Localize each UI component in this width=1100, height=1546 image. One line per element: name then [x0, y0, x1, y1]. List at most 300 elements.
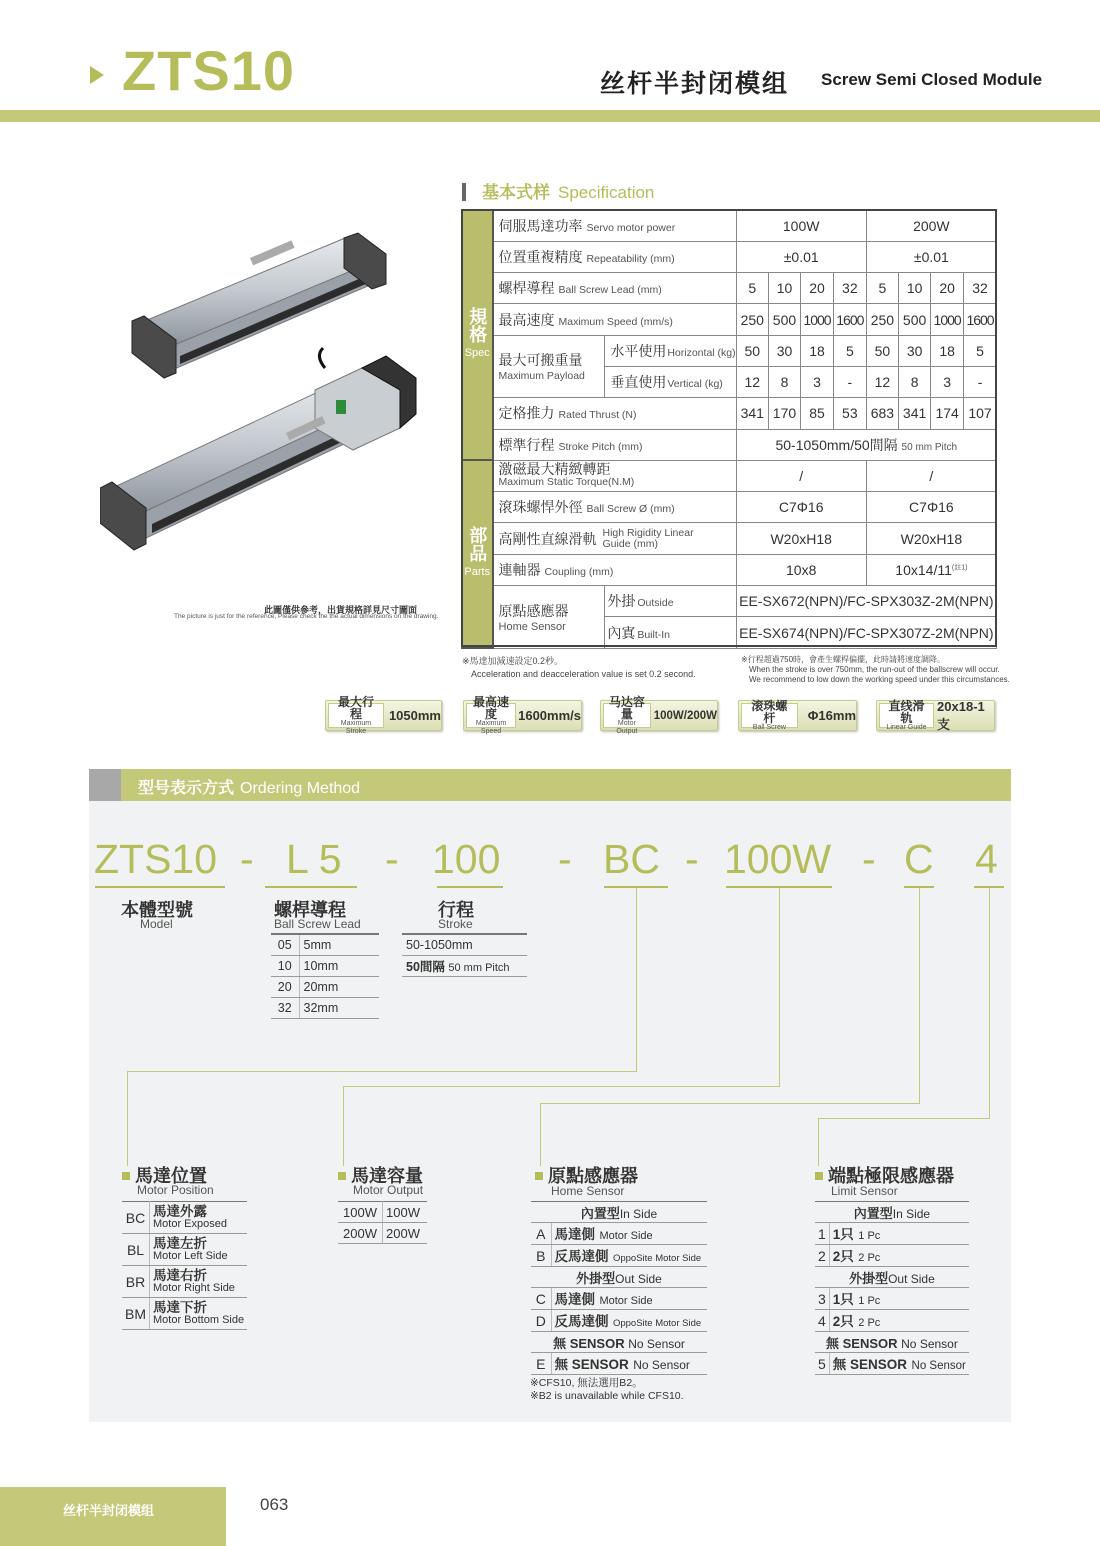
badge-en: Maximum Speed	[475, 719, 507, 735]
vertical-en: Vertical (kg)	[667, 378, 723, 391]
ordering-header-accent	[89, 769, 121, 801]
lead-row	[271, 934, 379, 955]
coupling-b: 10x14/11	[895, 561, 952, 578]
row-power	[462, 210, 997, 241]
limit-desc-cn: 1只	[832, 1292, 854, 1307]
home-sensor-inside	[531, 1202, 707, 1223]
limit-sensor-section	[815, 1202, 969, 1223]
motor-output-row	[338, 1202, 427, 1223]
stroke-table	[402, 933, 527, 977]
limit-sensor-code: 4	[815, 1310, 829, 1332]
power-a: 100W	[736, 210, 866, 241]
motor-position-desc-en: Motor Exposed	[153, 1217, 227, 1230]
label-sensor	[493, 586, 605, 649]
thrust-val: 170	[768, 398, 800, 429]
motor-position-desc-cn: 馬達下折	[153, 1299, 207, 1315]
payload-v-val: 8	[768, 366, 800, 397]
limit-sensor-section	[815, 1332, 969, 1353]
code-dash: -	[558, 836, 572, 882]
connector-line	[127, 1071, 637, 1072]
home-desc-en: OppoSite Motor Side	[612, 1253, 702, 1264]
payload-h-val: 50	[736, 335, 768, 366]
stroke-row	[402, 955, 527, 976]
limit-sensor-none	[815, 1332, 969, 1353]
badge-value: 1050mm	[388, 708, 441, 723]
payload-h-val: 18	[931, 335, 964, 366]
limit-sensor-outside	[815, 1267, 969, 1288]
connector-line	[343, 1086, 344, 1166]
limit-sensor-row	[815, 1288, 969, 1310]
home-sensor-en: Home Sensor	[551, 1184, 625, 1198]
badge-cn: 最高速度	[473, 694, 510, 721]
motor-position-desc-en: Motor Right Side	[153, 1281, 235, 1294]
label-vertical	[605, 366, 736, 397]
photo-caption-en: The picture is just for the reference, Please check the the actual dimensions on the drawing.	[174, 613, 439, 620]
spec-table	[461, 209, 997, 649]
thrust-val: 107	[964, 398, 997, 429]
badge-label	[328, 694, 384, 735]
payload-v-val: 12	[736, 366, 768, 397]
lead-value: 5mm	[299, 934, 379, 955]
limit-desc-en: 2 Pc	[858, 1252, 881, 1264]
screw-cn: 滾珠螺悍外徑	[498, 499, 583, 516]
motor-output-cn: 馬達容量	[351, 1166, 423, 1186]
torque-en: Maximum Static Torque(N.M)	[498, 476, 635, 489]
badge-ball-screw	[738, 700, 857, 731]
label-thrust	[493, 398, 737, 429]
thrust-en: Rated Thrust (N)	[558, 409, 637, 422]
page-title-en: Screw Semi Closed Module	[821, 70, 1043, 89]
code-dash: -	[385, 836, 399, 882]
connector-line	[540, 1103, 541, 1166]
motor-output-value: 200W	[383, 1223, 428, 1244]
connector-line	[343, 1086, 780, 1087]
limit-sensor-row	[815, 1310, 969, 1332]
sensor-in-val: EE-SX674(NPN)/FC-SPX307Z-2M(NPN)	[736, 617, 996, 648]
lead-val: 32	[833, 273, 866, 304]
lead-val: 5	[736, 273, 768, 304]
side-spec	[462, 210, 493, 460]
motor-output-en: Motor Output	[353, 1183, 424, 1197]
builtin-cn: 內寘	[607, 624, 636, 641]
limit-sensor-code: 1	[815, 1223, 829, 1245]
stroke-range: 50-1050mm	[402, 934, 527, 955]
thrust-val: 341	[898, 398, 930, 429]
power-cn: 伺服馬達功率	[498, 217, 583, 234]
limit-inside-cn: 內置型	[853, 1205, 893, 1221]
badge-en: Ball Screw	[752, 723, 786, 731]
connector-line	[989, 888, 990, 1118]
speed-val: 250	[866, 304, 898, 335]
motor-output-row	[338, 1223, 427, 1244]
row-screw	[462, 492, 997, 523]
badge-cn: 直线滑轨	[888, 698, 925, 725]
badge-cn: 最大行程	[337, 694, 374, 721]
home-desc-en: No Sensor	[633, 1358, 690, 1372]
lead-val: 10	[898, 273, 930, 304]
connector-line	[779, 888, 780, 1086]
home-sensor-none	[531, 1332, 707, 1353]
limit-sensor-code: 2	[815, 1245, 829, 1267]
speed-val: 1600	[964, 304, 997, 335]
lead-val: 20	[801, 273, 834, 304]
thrust-val: 683	[866, 398, 898, 429]
label-lead	[493, 273, 737, 304]
repeat-cn: 位置重複精度	[498, 248, 583, 265]
limit-sensor-table	[815, 1201, 969, 1375]
speed-en: Maximum Speed (mm/s)	[558, 315, 673, 328]
home-sensor-cn: 原點感應器	[548, 1166, 638, 1186]
guide-cn: 高剛性直線滑軌	[498, 530, 597, 547]
row-sensor-out	[462, 586, 997, 617]
thrust-val: 341	[736, 398, 768, 429]
module-short-icon	[132, 233, 386, 378]
badge-cn: 马达容量	[608, 694, 645, 721]
motor-position-row	[122, 1234, 247, 1266]
note-stroke	[741, 655, 1010, 685]
power-en: Servo motor power	[586, 221, 676, 234]
lead-cn: 螺桿導程	[498, 280, 555, 297]
limit-sensor-code: 3	[815, 1288, 829, 1310]
home-sensor-row	[531, 1288, 707, 1310]
payload-h-val: 30	[768, 335, 800, 366]
badge-label	[603, 694, 651, 735]
lead-value: 10mm	[299, 955, 379, 976]
footer-title: 丝杆半封闭模组	[63, 1503, 155, 1518]
stroke-cn: 標準行程	[498, 436, 555, 453]
note-stroke-en2: We recommend to low down the working speed under this circumstances.	[749, 675, 1010, 684]
home-desc-en: Motor Side	[599, 1295, 653, 1307]
side-spec-cn: 規格	[467, 307, 488, 344]
guide-en2: Guide (mm)	[602, 537, 658, 550]
limit-sensor-row	[815, 1223, 969, 1245]
home-sensor-section	[531, 1202, 707, 1223]
coupling-note: (註1)	[951, 564, 968, 572]
payload-v-val: 8	[898, 366, 930, 397]
badge-en: Maximum Stroke	[340, 719, 372, 735]
screw-en: Ball Screw Ø (mm)	[586, 503, 675, 516]
torque-cn: 激磁最大精緻轉距	[498, 461, 611, 478]
payload-h-val: 5	[964, 335, 997, 366]
stroke-pitch-en: 50 mm Pitch	[448, 961, 510, 974]
speed-val: 1600	[833, 304, 866, 335]
code-dash: -	[240, 836, 254, 882]
connector-line	[919, 888, 920, 1103]
guide-a: W20xH18	[736, 523, 866, 554]
limit-sensor-section	[815, 1267, 969, 1288]
side-parts-en: Parts	[464, 566, 491, 579]
label-repeat	[493, 241, 737, 272]
motor-output-code: 100W	[338, 1202, 383, 1223]
motor-position-desc	[150, 1234, 248, 1266]
ordering-title	[138, 775, 360, 798]
speed-val: 500	[898, 304, 930, 335]
label-stroke	[493, 429, 737, 460]
row-speed	[462, 304, 997, 335]
code-model: ZTS10	[94, 836, 218, 882]
connector-line	[127, 1071, 128, 1166]
stroke-en: Stroke Pitch (mm)	[558, 440, 643, 453]
side-parts-cn: 部品	[467, 526, 488, 563]
torque-b: /	[866, 460, 996, 491]
sensor-en: Home Sensor	[498, 620, 566, 633]
label-screw	[493, 492, 737, 523]
motor-output-value: 100W	[383, 1202, 428, 1223]
coupling-cn: 連軸器	[498, 561, 541, 578]
label-outside	[605, 586, 736, 617]
horizontal-en: Horizontal (kg)	[667, 346, 736, 359]
vertical-cn: 垂直使用	[610, 374, 667, 391]
photo-caption-cn: 此圖僅供參考，出貨規格詳見尺寸圖面	[264, 605, 418, 615]
badge-max-speed	[463, 694, 582, 735]
torque-a: /	[736, 460, 866, 491]
payload-h-val: 18	[801, 335, 834, 366]
page-title-cn: 丝杆半封闭模组	[600, 70, 790, 98]
limit-sensor-desc	[829, 1288, 969, 1310]
speed-val: 250	[736, 304, 768, 335]
label-power	[493, 210, 737, 241]
motor-position-desc-en: Motor Bottom Side	[153, 1313, 245, 1326]
row-payload-h	[462, 335, 997, 366]
lead-val: 32	[964, 273, 997, 304]
motor-position-code: BL	[122, 1234, 150, 1266]
home-sensor-code: D	[531, 1310, 551, 1332]
badge-label	[879, 698, 934, 731]
thrust-cn: 定格推力	[498, 405, 555, 422]
code-motor-position: BC	[603, 836, 660, 882]
badge-label	[466, 694, 516, 735]
home-inside-en: In Side	[619, 1206, 658, 1221]
motor-output-code: 200W	[338, 1223, 383, 1244]
code-dash: -	[685, 836, 699, 882]
home-desc-cn: 反馬達側	[554, 1249, 609, 1264]
lead-val: 5	[866, 273, 898, 304]
label-horizontal	[605, 335, 736, 366]
home-note-en: ※B2 is unavailable while CFS10.	[530, 1390, 684, 1402]
badge-en: Motor Output	[616, 719, 638, 735]
sensor-cn: 原點感應器	[498, 602, 569, 619]
code-lead: L5	[286, 836, 352, 882]
limit-desc-en: 1 Pc	[858, 1230, 881, 1242]
lead-row	[271, 955, 379, 976]
limit-sensor-desc	[829, 1310, 969, 1332]
speed-val: 1000	[801, 304, 834, 335]
motor-position-en: Motor Position	[137, 1183, 214, 1197]
repeat-en: Repeatability (mm)	[586, 252, 675, 265]
stroke-val-en: 50 mm Pitch	[901, 441, 958, 453]
payload-v-val: -	[964, 366, 997, 397]
payload-h-val: 30	[898, 335, 930, 366]
repeat-b: ±0.01	[866, 241, 996, 272]
lead-code: 32	[271, 997, 299, 1018]
badge-cn: 滚珠螺杆	[751, 698, 788, 725]
label-payload	[493, 335, 605, 398]
ordering-title-en: Ordering Method	[240, 780, 361, 797]
underline-stroke	[437, 886, 503, 888]
limit-desc-en: No Sensor	[911, 1360, 966, 1372]
row-stroke	[462, 429, 997, 460]
home-sensor-code: C	[531, 1288, 551, 1310]
payload-v-val: 3	[931, 366, 964, 397]
badge-value: Φ16mm	[807, 708, 856, 723]
header-bar	[0, 110, 1100, 122]
thrust-val: 174	[931, 398, 964, 429]
home-sensor-section	[531, 1267, 707, 1288]
code-home-sensor: C	[904, 836, 934, 882]
repeat-a: ±0.01	[736, 241, 866, 272]
lead-val: 20	[931, 273, 964, 304]
limit-desc-en: 2 Pc	[858, 1317, 881, 1329]
builtin-en: Built-In	[637, 628, 671, 641]
row-lead	[462, 273, 997, 304]
outside-en: Outside	[637, 597, 674, 610]
note-accel	[462, 655, 696, 681]
lead-row	[271, 976, 379, 997]
lead-code: 05	[271, 934, 299, 955]
row-torque	[462, 460, 997, 491]
lead-row	[271, 997, 379, 1018]
home-sensor-code: E	[531, 1353, 551, 1375]
badge-label	[741, 698, 798, 731]
limit-desc-cn: 2只	[832, 1314, 854, 1329]
stroke-val: 50-1050mm/50間隔	[775, 436, 898, 453]
stroke-pitch	[402, 955, 527, 976]
home-desc-en: Motor Side	[599, 1230, 653, 1242]
limit-desc-cn: 2只	[832, 1249, 854, 1264]
lead-table	[271, 933, 379, 1019]
motor-position-code: BR	[122, 1266, 150, 1298]
speed-val: 500	[768, 304, 800, 335]
payload-v-val: -	[833, 366, 866, 397]
code-dash: -	[862, 836, 876, 882]
model-label-cn: 本體型號	[121, 900, 193, 920]
limit-sensor-en: Limit Sensor	[831, 1184, 898, 1198]
connector-line	[540, 1103, 920, 1104]
limit-none-cn: 無 SENSOR	[826, 1335, 898, 1351]
limit-outside-cn: 外掛型	[849, 1270, 889, 1286]
payload-h-val: 5	[833, 335, 866, 366]
limit-sensor-desc	[829, 1223, 969, 1245]
connector-line	[818, 1118, 990, 1119]
limit-desc-en: 1 Pc	[858, 1295, 881, 1307]
home-none-en: No Sensor	[628, 1336, 685, 1351]
home-sensor-row	[531, 1353, 707, 1375]
badge-value: 100W/200W	[653, 709, 717, 722]
speed-cn: 最高速度	[498, 311, 555, 328]
home-note-cn: ※CFS10, 無法選用B2。	[530, 1377, 643, 1389]
square-bullet-icon	[815, 1172, 823, 1180]
home-desc-cn: 反馬達側	[554, 1314, 609, 1329]
lead-code: 20	[271, 976, 299, 997]
note-accel-cn: ※馬達加減速設定0.2秒。	[462, 656, 564, 666]
motor-position-desc-cn: 馬達外露	[153, 1203, 207, 1219]
motor-position-row	[122, 1202, 247, 1234]
limit-inside-en: In Side	[892, 1206, 931, 1221]
home-sensor-desc	[551, 1353, 707, 1375]
badge-max-stroke	[325, 694, 442, 735]
code-limit-sensor: 4	[975, 836, 998, 882]
motor-position-desc	[150, 1202, 248, 1234]
code-motor-output: 100W	[724, 836, 832, 882]
lead-en: Ball Screw Lead (mm)	[558, 284, 662, 297]
home-sensor-row	[531, 1310, 707, 1332]
spec-title-cn: 基本式样	[482, 183, 550, 202]
coupling-a: 10x8	[736, 554, 866, 585]
home-sensor-code: A	[531, 1223, 551, 1245]
limit-sensor-row	[815, 1353, 969, 1375]
spec-title-en: Specification	[558, 183, 655, 202]
motor-position-row	[122, 1266, 247, 1298]
home-desc-cn: 馬達側	[554, 1292, 595, 1307]
home-sensor-row	[531, 1223, 707, 1245]
motor-position-desc-en: Motor Left Side	[153, 1249, 228, 1262]
badge-en: Linear Guide	[886, 723, 927, 731]
product-image	[100, 228, 430, 558]
label-builtin	[605, 617, 736, 648]
lead-val: 10	[768, 273, 800, 304]
note-stroke-en1: When the stroke is over 750mm, the run-out of the ballscrew will occur.	[749, 665, 1000, 674]
motor-output-table	[338, 1201, 427, 1244]
stroke-value	[736, 429, 996, 460]
speed-val: 1000	[931, 304, 964, 335]
home-sensor-desc	[551, 1310, 707, 1332]
label-coupling	[493, 554, 737, 585]
motor-position-cn: 馬達位置	[135, 1166, 207, 1186]
home-sensor-row	[531, 1245, 707, 1267]
model-label-en: Model	[140, 917, 173, 931]
badge-value: 1600mm/s	[518, 708, 581, 723]
home-desc-cn: 無 SENSOR	[554, 1357, 629, 1372]
limit-none-en: No Sensor	[901, 1336, 958, 1351]
payload-cn: 最大可搬重量	[498, 352, 583, 369]
stroke-label-cn: 行程	[438, 900, 474, 920]
spec-title	[462, 178, 654, 203]
side-spec-en: Spec	[464, 347, 490, 360]
code-stroke: 100	[432, 836, 501, 882]
power-b: 200W	[866, 210, 996, 241]
square-bullet-icon	[122, 1172, 130, 1180]
home-none-cn: 無 SENSOR	[553, 1335, 625, 1351]
row-guide	[462, 523, 997, 554]
badge-linear-guide	[876, 700, 995, 731]
home-desc-cn: 馬達側	[554, 1227, 595, 1242]
module-motor-icon	[100, 348, 416, 550]
payload-h-val: 50	[866, 335, 898, 366]
motor-position-code: BM	[122, 1298, 150, 1330]
home-sensor-desc	[551, 1288, 707, 1310]
home-sensor-table	[531, 1201, 707, 1375]
coupling-en: Coupling (mm)	[544, 565, 614, 578]
label-torque	[493, 460, 737, 491]
motor-position-desc-cn: 馬達右折	[153, 1267, 207, 1283]
motor-position-row	[122, 1298, 247, 1330]
home-sensor-note	[530, 1377, 684, 1403]
horizontal-cn: 水平使用	[610, 342, 667, 359]
motor-position-desc	[150, 1266, 248, 1298]
home-outside-en: Out Side	[615, 1271, 662, 1286]
home-sensor-desc	[551, 1223, 707, 1245]
home-sensor-section	[531, 1332, 707, 1353]
payload-v-val: 12	[866, 366, 898, 397]
page-number: 063	[260, 1495, 289, 1514]
guide-b: W20xH18	[866, 523, 996, 554]
home-sensor-desc	[551, 1245, 707, 1267]
home-sensor-code: B	[531, 1245, 551, 1267]
motor-position-table	[122, 1201, 247, 1330]
stroke-row	[402, 934, 527, 955]
connector-line	[818, 1118, 819, 1166]
row-coupling	[462, 554, 997, 585]
